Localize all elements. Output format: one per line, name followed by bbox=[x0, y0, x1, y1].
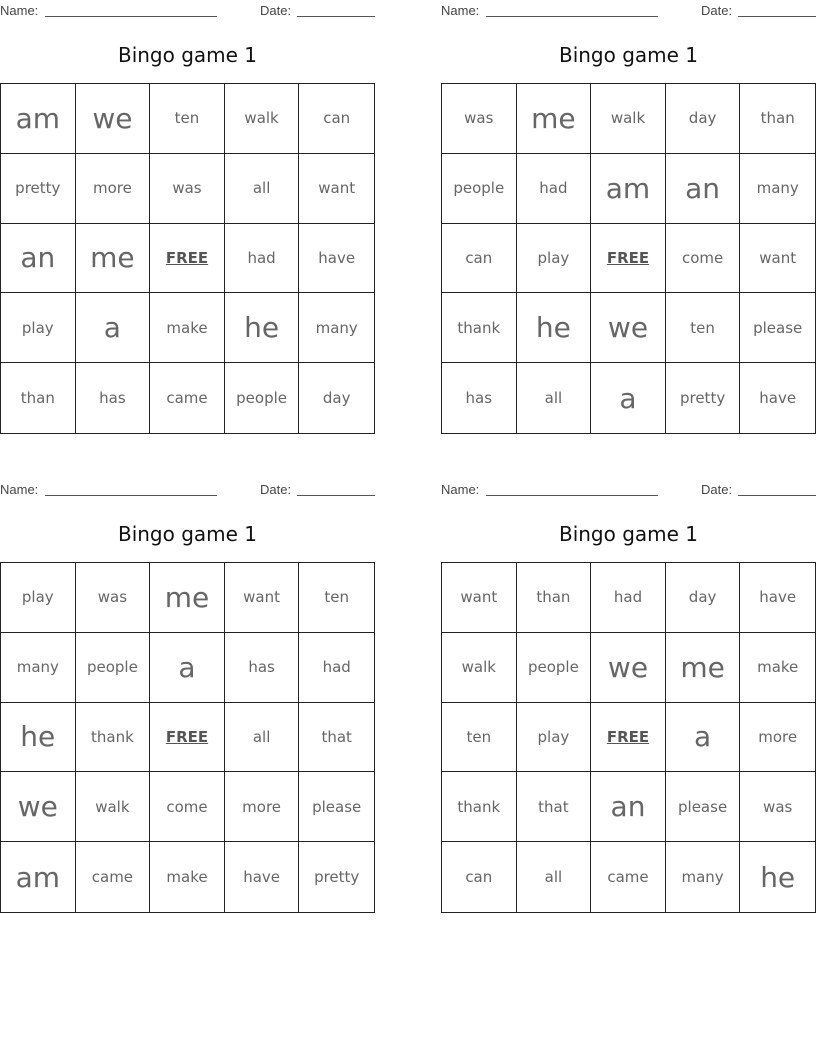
bingo-cell: me bbox=[76, 224, 151, 294]
bingo-cell: he bbox=[1, 703, 76, 773]
date-line bbox=[738, 16, 816, 17]
bingo-cell: play bbox=[1, 293, 76, 363]
bingo-cell: please bbox=[740, 293, 815, 363]
bingo-cell: a bbox=[150, 633, 225, 703]
bingo-cell: came bbox=[591, 842, 666, 912]
bingo-cell: play bbox=[1, 563, 76, 633]
bingo-cell: a bbox=[666, 703, 741, 773]
free-space-cell: FREE bbox=[150, 224, 225, 294]
bingo-cell: day bbox=[666, 84, 741, 154]
bingo-cell: want bbox=[740, 224, 815, 294]
bingo-cell: have bbox=[759, 389, 797, 408]
bingo-grid bbox=[0, 83, 375, 434]
bingo-cell: pretty bbox=[1, 154, 76, 224]
bingo-cell: an bbox=[591, 772, 666, 842]
name-label: Name: bbox=[441, 3, 480, 18]
bingo-cell: people bbox=[76, 633, 151, 703]
card-title: Bingo game 1 bbox=[117, 522, 258, 546]
card-title: Bingo game 1 bbox=[558, 43, 699, 67]
bingo-cell: more bbox=[740, 703, 815, 773]
bingo-cell: an bbox=[666, 154, 741, 224]
bingo-cell: a bbox=[76, 293, 151, 363]
bingo-cell: please bbox=[666, 772, 741, 842]
bingo-cell: day bbox=[666, 563, 741, 633]
free-space-cell: FREE bbox=[591, 703, 666, 773]
bingo-cell: many bbox=[666, 842, 741, 912]
bingo-cell: pretty bbox=[666, 363, 741, 433]
bingo-cell: have bbox=[740, 563, 815, 633]
bingo-cell: came bbox=[76, 842, 151, 912]
bingo-cell: had bbox=[225, 224, 300, 294]
bingo-cell: ten bbox=[150, 84, 225, 154]
bingo-cell: have bbox=[299, 224, 374, 294]
bingo-cell: thank bbox=[442, 293, 517, 363]
bingo-card-1 bbox=[0, 0, 375, 408]
bingo-cell: than bbox=[1, 363, 76, 433]
date-line bbox=[297, 16, 375, 17]
bingo-cell: all bbox=[225, 703, 300, 773]
bingo-cell: walk bbox=[591, 84, 666, 154]
bingo-cell: thank bbox=[76, 703, 151, 773]
bingo-cell: walk bbox=[442, 633, 517, 703]
card-title: Bingo game 1 bbox=[558, 522, 699, 546]
name-label: Name: bbox=[441, 482, 480, 497]
free-space-cell: FREE bbox=[591, 224, 666, 294]
bingo-cell: come bbox=[666, 224, 741, 294]
name-date-bar bbox=[441, 0, 816, 22]
bingo-cell: a bbox=[591, 363, 666, 433]
bingo-cell: many bbox=[1, 633, 76, 703]
bingo-cell: can bbox=[442, 224, 517, 294]
name-date-bar bbox=[441, 479, 816, 501]
bingo-cell: want bbox=[299, 154, 374, 224]
bingo-grid bbox=[441, 83, 816, 434]
bingo-cell: was bbox=[76, 563, 151, 633]
bingo-cell: have bbox=[225, 842, 300, 912]
name-date-bar bbox=[0, 479, 375, 501]
bingo-cell: walk bbox=[225, 84, 300, 154]
bingo-cell: come bbox=[150, 772, 225, 842]
bingo-grid bbox=[441, 562, 816, 913]
bingo-cell: thank bbox=[442, 772, 517, 842]
bingo-cell: day bbox=[322, 389, 351, 408]
card-title: Bingo game 1 bbox=[117, 43, 258, 67]
bingo-cell: ten bbox=[666, 293, 741, 363]
name-date-bar bbox=[0, 0, 375, 22]
bingo-cell: am bbox=[1, 842, 76, 912]
bingo-cell: had bbox=[517, 154, 592, 224]
bingo-cell: play bbox=[517, 224, 592, 294]
bingo-cell: that bbox=[299, 703, 374, 773]
bingo-cell: came bbox=[150, 363, 225, 433]
bingo-cell: all bbox=[517, 842, 592, 912]
date-label: Date: bbox=[701, 3, 733, 18]
bingo-grid bbox=[0, 562, 375, 913]
bingo-cell: people bbox=[442, 154, 517, 224]
bingo-cell: we bbox=[591, 293, 666, 363]
free-space-cell: FREE bbox=[150, 703, 225, 773]
name-line bbox=[45, 495, 217, 496]
bingo-cell: make bbox=[740, 633, 815, 703]
name-line bbox=[486, 16, 658, 17]
bingo-cell: has bbox=[442, 363, 517, 433]
bingo-cell: has bbox=[225, 633, 300, 703]
bingo-cell: all bbox=[517, 363, 592, 433]
bingo-cell: all bbox=[225, 154, 300, 224]
bingo-cell: please bbox=[299, 772, 374, 842]
bingo-cell: more bbox=[225, 772, 300, 842]
name-label: Name: bbox=[0, 3, 39, 18]
name-label: Name: bbox=[0, 482, 39, 497]
bingo-cell: had bbox=[591, 563, 666, 633]
bingo-cell: he bbox=[225, 293, 300, 363]
bingo-cell: had bbox=[299, 633, 374, 703]
bingo-cell: me bbox=[666, 633, 741, 703]
bingo-cell: me bbox=[517, 84, 592, 154]
bingo-cell: he bbox=[760, 860, 796, 894]
bingo-cell: many bbox=[740, 154, 815, 224]
bingo-cell: want bbox=[225, 563, 300, 633]
bingo-card-3 bbox=[0, 479, 375, 894]
bingo-cell: me bbox=[150, 563, 225, 633]
bingo-cell: ten bbox=[299, 563, 374, 633]
bingo-cell: am bbox=[1, 84, 76, 154]
bingo-cell: we bbox=[76, 84, 151, 154]
bingo-cell: want bbox=[442, 563, 517, 633]
bingo-cell: was bbox=[442, 84, 517, 154]
bingo-cell: make bbox=[150, 293, 225, 363]
bingo-cell: more bbox=[76, 154, 151, 224]
bingo-cell: we bbox=[1, 772, 76, 842]
bingo-cell: we bbox=[591, 633, 666, 703]
bingo-cell: can bbox=[442, 842, 517, 912]
date-label: Date: bbox=[260, 3, 292, 18]
date-line bbox=[297, 495, 375, 496]
bingo-cell: that bbox=[517, 772, 592, 842]
bingo-cell: people bbox=[225, 363, 300, 433]
date-label: Date: bbox=[260, 482, 292, 497]
date-line bbox=[738, 495, 816, 496]
bingo-cell: walk bbox=[76, 772, 151, 842]
bingo-cell: has bbox=[76, 363, 151, 433]
bingo-cell: ten bbox=[442, 703, 517, 773]
bingo-cell: can bbox=[299, 84, 374, 154]
date-label: Date: bbox=[701, 482, 733, 497]
name-line bbox=[486, 495, 658, 496]
bingo-cell: he bbox=[517, 293, 592, 363]
bingo-cell: play bbox=[517, 703, 592, 773]
bingo-cell: an bbox=[1, 224, 76, 294]
bingo-cell: was bbox=[150, 154, 225, 224]
bingo-cell: many bbox=[299, 293, 374, 363]
bingo-cell: people bbox=[517, 633, 592, 703]
bingo-cell: than bbox=[740, 84, 815, 154]
name-line bbox=[45, 16, 217, 17]
bingo-card-2 bbox=[441, 0, 816, 415]
bingo-cell: than bbox=[517, 563, 592, 633]
bingo-card-4 bbox=[441, 479, 816, 894]
bingo-cell: am bbox=[591, 154, 666, 224]
bingo-cell: was bbox=[740, 772, 815, 842]
bingo-cell: pretty bbox=[314, 868, 360, 887]
bingo-cell: make bbox=[150, 842, 225, 912]
